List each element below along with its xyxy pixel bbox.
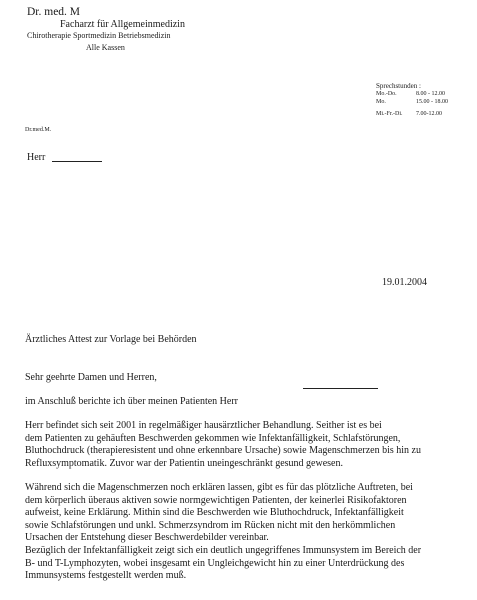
paragraph-line: Während sich die Magenschmerzen noch erklären lassen, gibt es für das plötzliche Auftreten, bei xyxy=(25,482,413,493)
paragraph-line: dem Patienten zu gehäuften Beschwerden gekommen wie Infektanfälligkeit, Schlafstörungen, xyxy=(25,432,401,444)
office-hours-row xyxy=(376,111,471,117)
body-paragraph xyxy=(25,420,465,470)
sender-return-line: Dr.med.M. xyxy=(25,127,52,133)
office-hours-title: Sprechstunden : xyxy=(376,82,421,90)
salutation: Sehr geehrte Damen und Herren, xyxy=(25,372,157,383)
paragraph-line: Herr befindet sich seit 2001 in regelmäßiger hausärztlicher Behandlung. Seither ist es bei xyxy=(25,420,382,431)
letter-date: 19.01.2004 xyxy=(382,277,427,288)
recipient-redaction-line xyxy=(52,161,102,162)
paragraph-line: Bluthochdruck (therapieresistent und ohne erkennbare Ursache) sowie Magenschmerzen bis hin zu xyxy=(25,445,421,457)
office-hours-days: Mi.-Fr.-Di. xyxy=(376,111,403,117)
paragraph-line: Immunsystems festgestellt werden muß. xyxy=(25,570,187,582)
body-paragraph xyxy=(25,482,465,545)
paragraph-line: B- und T-Lymphozyten, wobei insgesamt ein Ungleichgewicht hin zu einer Unterdrückung des xyxy=(25,557,405,569)
recipient: Herr xyxy=(27,152,46,163)
office-hours-times: 7.00-12.00 xyxy=(416,111,442,117)
paragraph-line: sowie Schlafstörungen und unkl. Schmerzsyndrom im Rücken nicht mit den herkömmlichen xyxy=(25,519,396,531)
intro-redaction-line xyxy=(303,388,378,389)
office-hours-times: 8.00 - 12.00 xyxy=(416,91,445,97)
paragraph-line: aufweist, keine Erklärung. Mithin sind die Beschwerden wie Bluthochdruck, Infektanfälligkeit xyxy=(25,507,404,519)
body-paragraph xyxy=(25,545,465,583)
office-hours-row xyxy=(376,99,471,105)
insurance-note: Alle Kassen xyxy=(86,43,125,52)
intro-sentence: im Anschluß berichte ich über meinen Patienten Herr xyxy=(25,396,238,407)
doctor-name: Dr. med. M xyxy=(27,6,81,18)
specialty: Facharzt für Allgemeinmedizin xyxy=(60,19,185,30)
paragraph-line: Refluxsymptomatik. Zuvor war der Patientin uneingeschränkt gesund gewesen. xyxy=(25,457,343,469)
paragraph-line: dem körperlich überaus aktiven sowie normgewichtigen Patienten, der keinerlei Risikofaktoren xyxy=(25,494,407,506)
sub-specialties: Chirotherapie Sportmedizin Betriebsmedizin xyxy=(27,31,171,40)
paragraph-line: Ursachen der Entstehung dieser Beschwerdebilder vereinbar. xyxy=(25,532,269,544)
office-hours-times: 15.00 - 18.00 xyxy=(416,99,448,105)
office-hours-days: Mo. xyxy=(376,99,386,105)
letter-subject: Ärztliches Attest zur Vorlage bei Behörden xyxy=(25,334,197,345)
paragraph-line: Bezüglich der Infektanfälligkeit zeigt sich ein deutlich ungegriffenes Immunsystem im Bereich der xyxy=(25,545,422,556)
office-hours-days: Mo.-Do. xyxy=(376,91,397,97)
office-hours-row xyxy=(376,91,471,97)
